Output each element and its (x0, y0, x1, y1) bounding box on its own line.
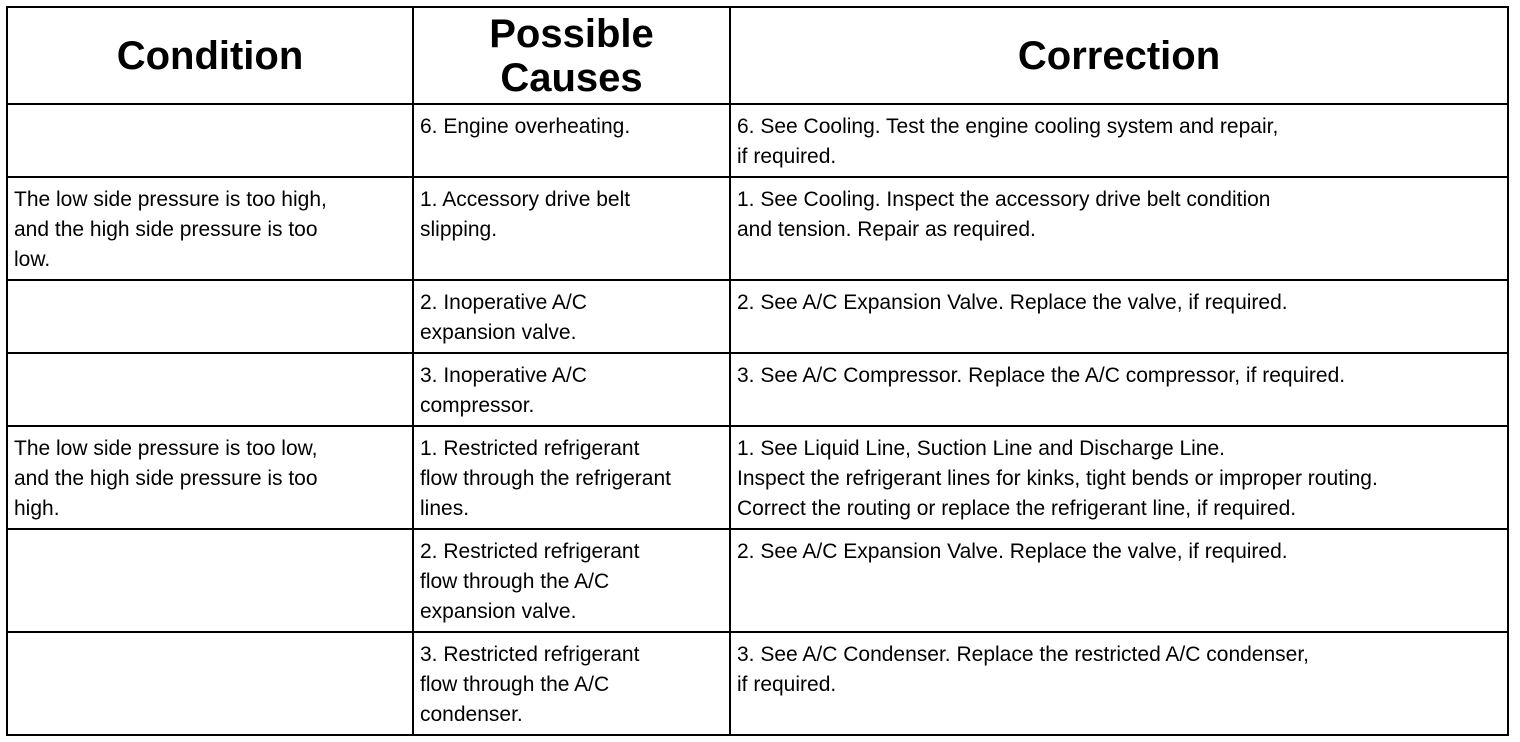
condition-cell (7, 280, 413, 353)
condition-cell (7, 353, 413, 426)
table-row (7, 104, 1508, 177)
correction-cell: 3. See A/C Condenser. Replace the restricted A/C condenser, if required. (730, 632, 1508, 735)
cause-cell: 2. Inoperative A/C expansion valve. (413, 280, 730, 353)
table-row (7, 426, 1508, 529)
table-row (7, 353, 1508, 426)
cause-cell: 3. Restricted refrigerant flow through the A/C condenser. (413, 632, 730, 735)
header-condition: Condition (7, 7, 413, 104)
correction-cell: 1. See Cooling. Inspect the accessory drive belt condition and tension. Repair as required. (730, 177, 1508, 280)
table-row (7, 280, 1508, 353)
correction-cell: 6. See Cooling. Test the engine cooling system and repair, if required. (730, 104, 1508, 177)
table-row (7, 632, 1508, 735)
table-row (7, 177, 1508, 280)
correction-cell: 1. See Liquid Line, Suction Line and Discharge Line. Inspect the refrigerant lines for kinks, tight bends or improper routing. Correct the routing or replace the refrigerant line, if required. (730, 426, 1508, 529)
header-possible-causes: Possible Causes (413, 7, 730, 104)
condition-cell (7, 529, 413, 632)
cause-cell: 1. Accessory drive belt slipping. (413, 177, 730, 280)
condition-cell (7, 104, 413, 177)
condition-cell: The low side pressure is too low, and the high side pressure is too high. (7, 426, 413, 529)
cause-cell: 1. Restricted refrigerant flow through the refrigerant lines. (413, 426, 730, 529)
correction-cell: 2. See A/C Expansion Valve. Replace the valve, if required. (730, 529, 1508, 632)
condition-cell: The low side pressure is too high, and the high side pressure is too low. (7, 177, 413, 280)
header-correction: Correction (730, 7, 1508, 104)
correction-cell: 2. See A/C Expansion Valve. Replace the valve, if required. (730, 280, 1508, 353)
diagnosis-table (6, 6, 1509, 736)
table-row (7, 529, 1508, 632)
cause-cell: 6. Engine overheating. (413, 104, 730, 177)
header-row (7, 7, 1508, 104)
cause-cell: 2. Restricted refrigerant flow through the A/C expansion valve. (413, 529, 730, 632)
cause-cell: 3. Inoperative A/C compressor. (413, 353, 730, 426)
correction-cell: 3. See A/C Compressor. Replace the A/C compressor, if required. (730, 353, 1508, 426)
condition-cell (7, 632, 413, 735)
